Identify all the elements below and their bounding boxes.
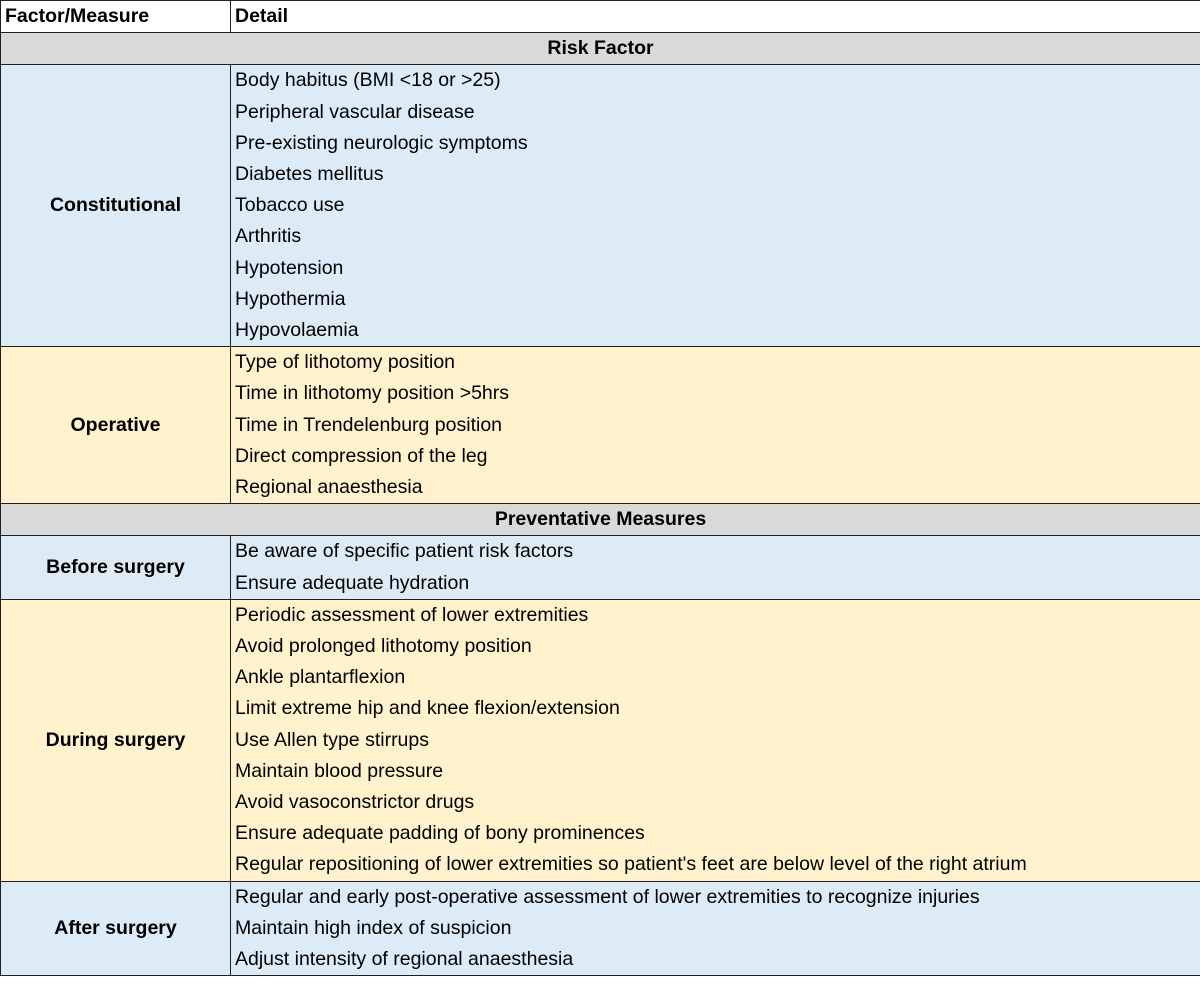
detail-cell: Limit extreme hip and knee flexion/extension bbox=[231, 693, 1200, 724]
detail-cell: Ensure adequate padding of bony prominences bbox=[231, 818, 1200, 849]
detail-cell: Maintain blood pressure bbox=[231, 756, 1200, 787]
detail-cell: Avoid vasoconstrictor drugs bbox=[231, 787, 1200, 818]
column-header-factor: Factor/Measure bbox=[1, 1, 231, 33]
section-title: Preventative Measures bbox=[1, 504, 1200, 536]
detail-cell: Diabetes mellitus bbox=[231, 159, 1200, 190]
detail-cell: Avoid prolonged lithotomy position bbox=[231, 631, 1200, 662]
factor-label: After surgery bbox=[1, 881, 231, 976]
section-row bbox=[1, 33, 1200, 65]
detail-cell: Maintain high index of suspicion bbox=[231, 913, 1200, 944]
table-header-row bbox=[1, 1, 1200, 33]
detail-cell: Adjust intensity of regional anaesthesia bbox=[231, 944, 1200, 976]
detail-cell: Regular repositioning of lower extremities so patient's feet are below level of the right atrium bbox=[231, 849, 1200, 881]
detail-cell: Arthritis bbox=[231, 221, 1200, 252]
detail-cell: Type of lithotomy position bbox=[231, 347, 1200, 379]
detail-cell: Time in lithotomy position >5hrs bbox=[231, 378, 1200, 409]
table-row bbox=[1, 881, 1200, 913]
detail-cell: Pre-existing neurologic symptoms bbox=[231, 128, 1200, 159]
table-row bbox=[1, 599, 1200, 631]
detail-cell: Time in Trendelenburg position bbox=[231, 410, 1200, 441]
factor-label: During surgery bbox=[1, 599, 231, 881]
table-row bbox=[1, 65, 1200, 97]
detail-cell: Hypotension bbox=[231, 253, 1200, 284]
factor-label: Operative bbox=[1, 347, 231, 504]
detail-cell: Regional anaesthesia bbox=[231, 472, 1200, 504]
factor-label: Before surgery bbox=[1, 536, 231, 599]
column-header-detail: Detail bbox=[231, 1, 1200, 33]
table-body bbox=[1, 33, 1200, 976]
detail-cell: Hypothermia bbox=[231, 284, 1200, 315]
detail-cell: Regular and early post-operative assessment of lower extremities to recognize injuries bbox=[231, 881, 1200, 913]
section-row bbox=[1, 504, 1200, 536]
table-row bbox=[1, 347, 1200, 379]
factor-label: Constitutional bbox=[1, 65, 231, 347]
detail-cell: Direct compression of the leg bbox=[231, 441, 1200, 472]
section-title: Risk Factor bbox=[1, 33, 1200, 65]
detail-cell: Be aware of specific patient risk factors bbox=[231, 536, 1200, 568]
detail-cell: Ensure adequate hydration bbox=[231, 568, 1200, 600]
detail-cell: Use Allen type stirrups bbox=[231, 725, 1200, 756]
detail-cell: Tobacco use bbox=[231, 190, 1200, 221]
detail-cell: Periodic assessment of lower extremities bbox=[231, 599, 1200, 631]
table-row bbox=[1, 536, 1200, 568]
detail-cell: Hypovolaemia bbox=[231, 315, 1200, 347]
detail-cell: Body habitus (BMI <18 or >25) bbox=[231, 65, 1200, 97]
detail-cell: Peripheral vascular disease bbox=[231, 97, 1200, 128]
detail-cell: Ankle plantarflexion bbox=[231, 662, 1200, 693]
